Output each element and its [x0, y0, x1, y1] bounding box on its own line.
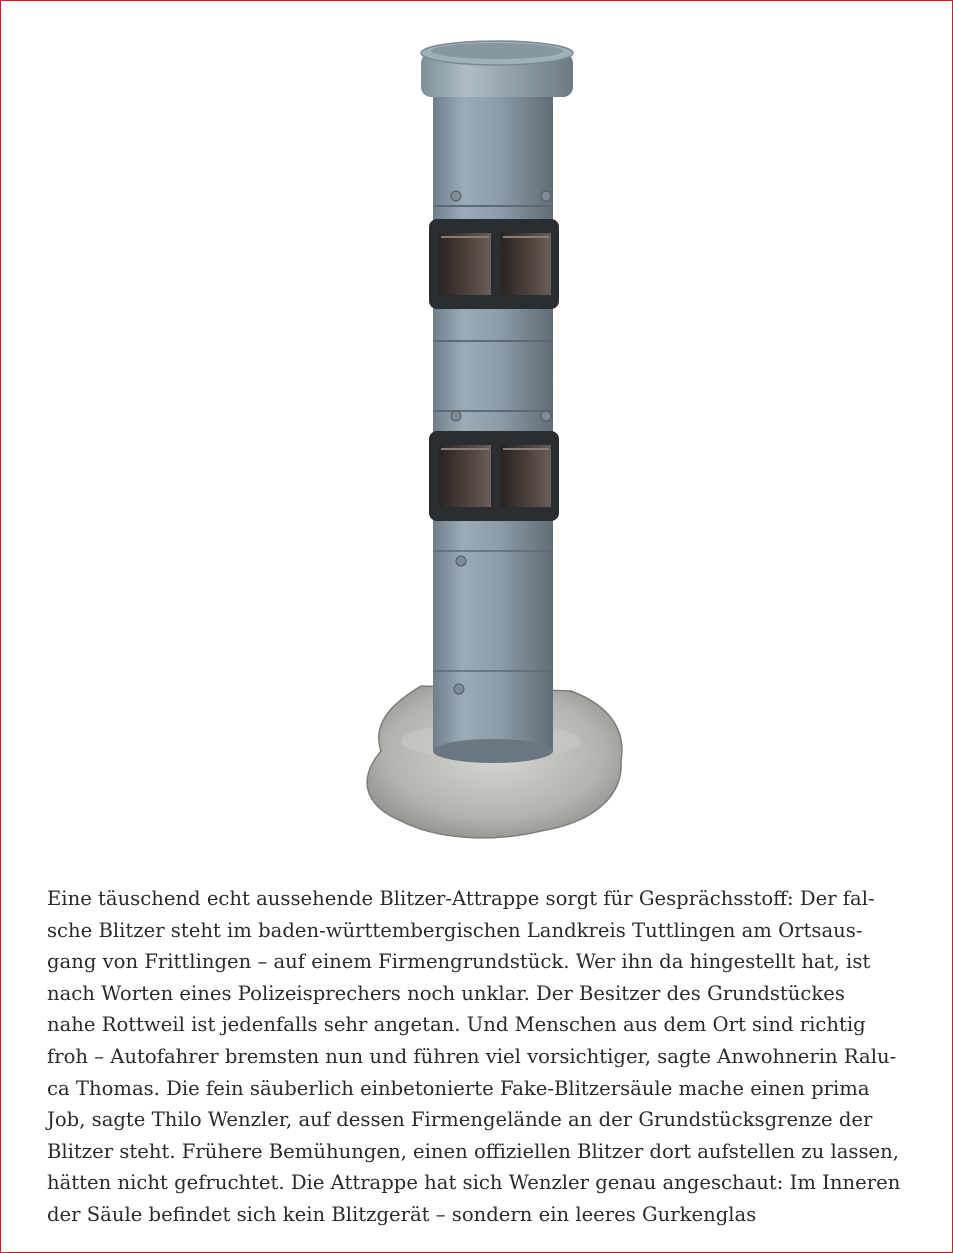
- caption-line: froh – Autofahrer bremsten nun und führen viel vorsichtiger, sagte Anwohnerin Ralu-: [47, 1044, 897, 1068]
- article-caption: [47, 883, 917, 1231]
- caption-line: hätten nicht gefruchtet. Die Attrappe hat sich Wenzler genau angeschaut: Im Inneren: [47, 1171, 901, 1195]
- caption-line: Blitzer steht. Frühere Bemühungen, einen offiziellen Blitzer dort aufstellen zu lassen,: [47, 1139, 899, 1163]
- caption-line: Job, sagte Thilo Wenzler, auf dessen Firmengelände an der Grundstücksgrenze der: [47, 1108, 873, 1132]
- caption-line: Eine täuschend echt aussehende Blitzer-Attrappe sorgt für Gesprächsstoff: Der fal-: [47, 887, 875, 910]
- caption-line: sche Blitzer steht im baden-württembergischen Landkreis Tuttlingen am Ortsaus-: [47, 918, 863, 942]
- caption-line: nach Worten eines Polizeisprechers noch unklar. Der Besitzer des Grundstückes: [47, 981, 845, 1005]
- caption-line: gang von Frittlingen – auf einem Firmengrundstück. Wer ihn da hingestellt hat, ist: [47, 950, 871, 974]
- caption-line: nahe Rottweil ist jedenfalls sehr angetan. Und Menschen aus dem Ort sind richtig: [47, 1013, 866, 1037]
- caption-line: ca Thomas. Die fein säuberlich einbetonierte Fake-Blitzersäule mache einen prima: [47, 1076, 870, 1100]
- caption-line: der Säule befindet sich kein Blitzgerät – sondern ein leeres Gurkenglas: [47, 1202, 757, 1226]
- speed-camera-pillar-image: [341, 31, 641, 851]
